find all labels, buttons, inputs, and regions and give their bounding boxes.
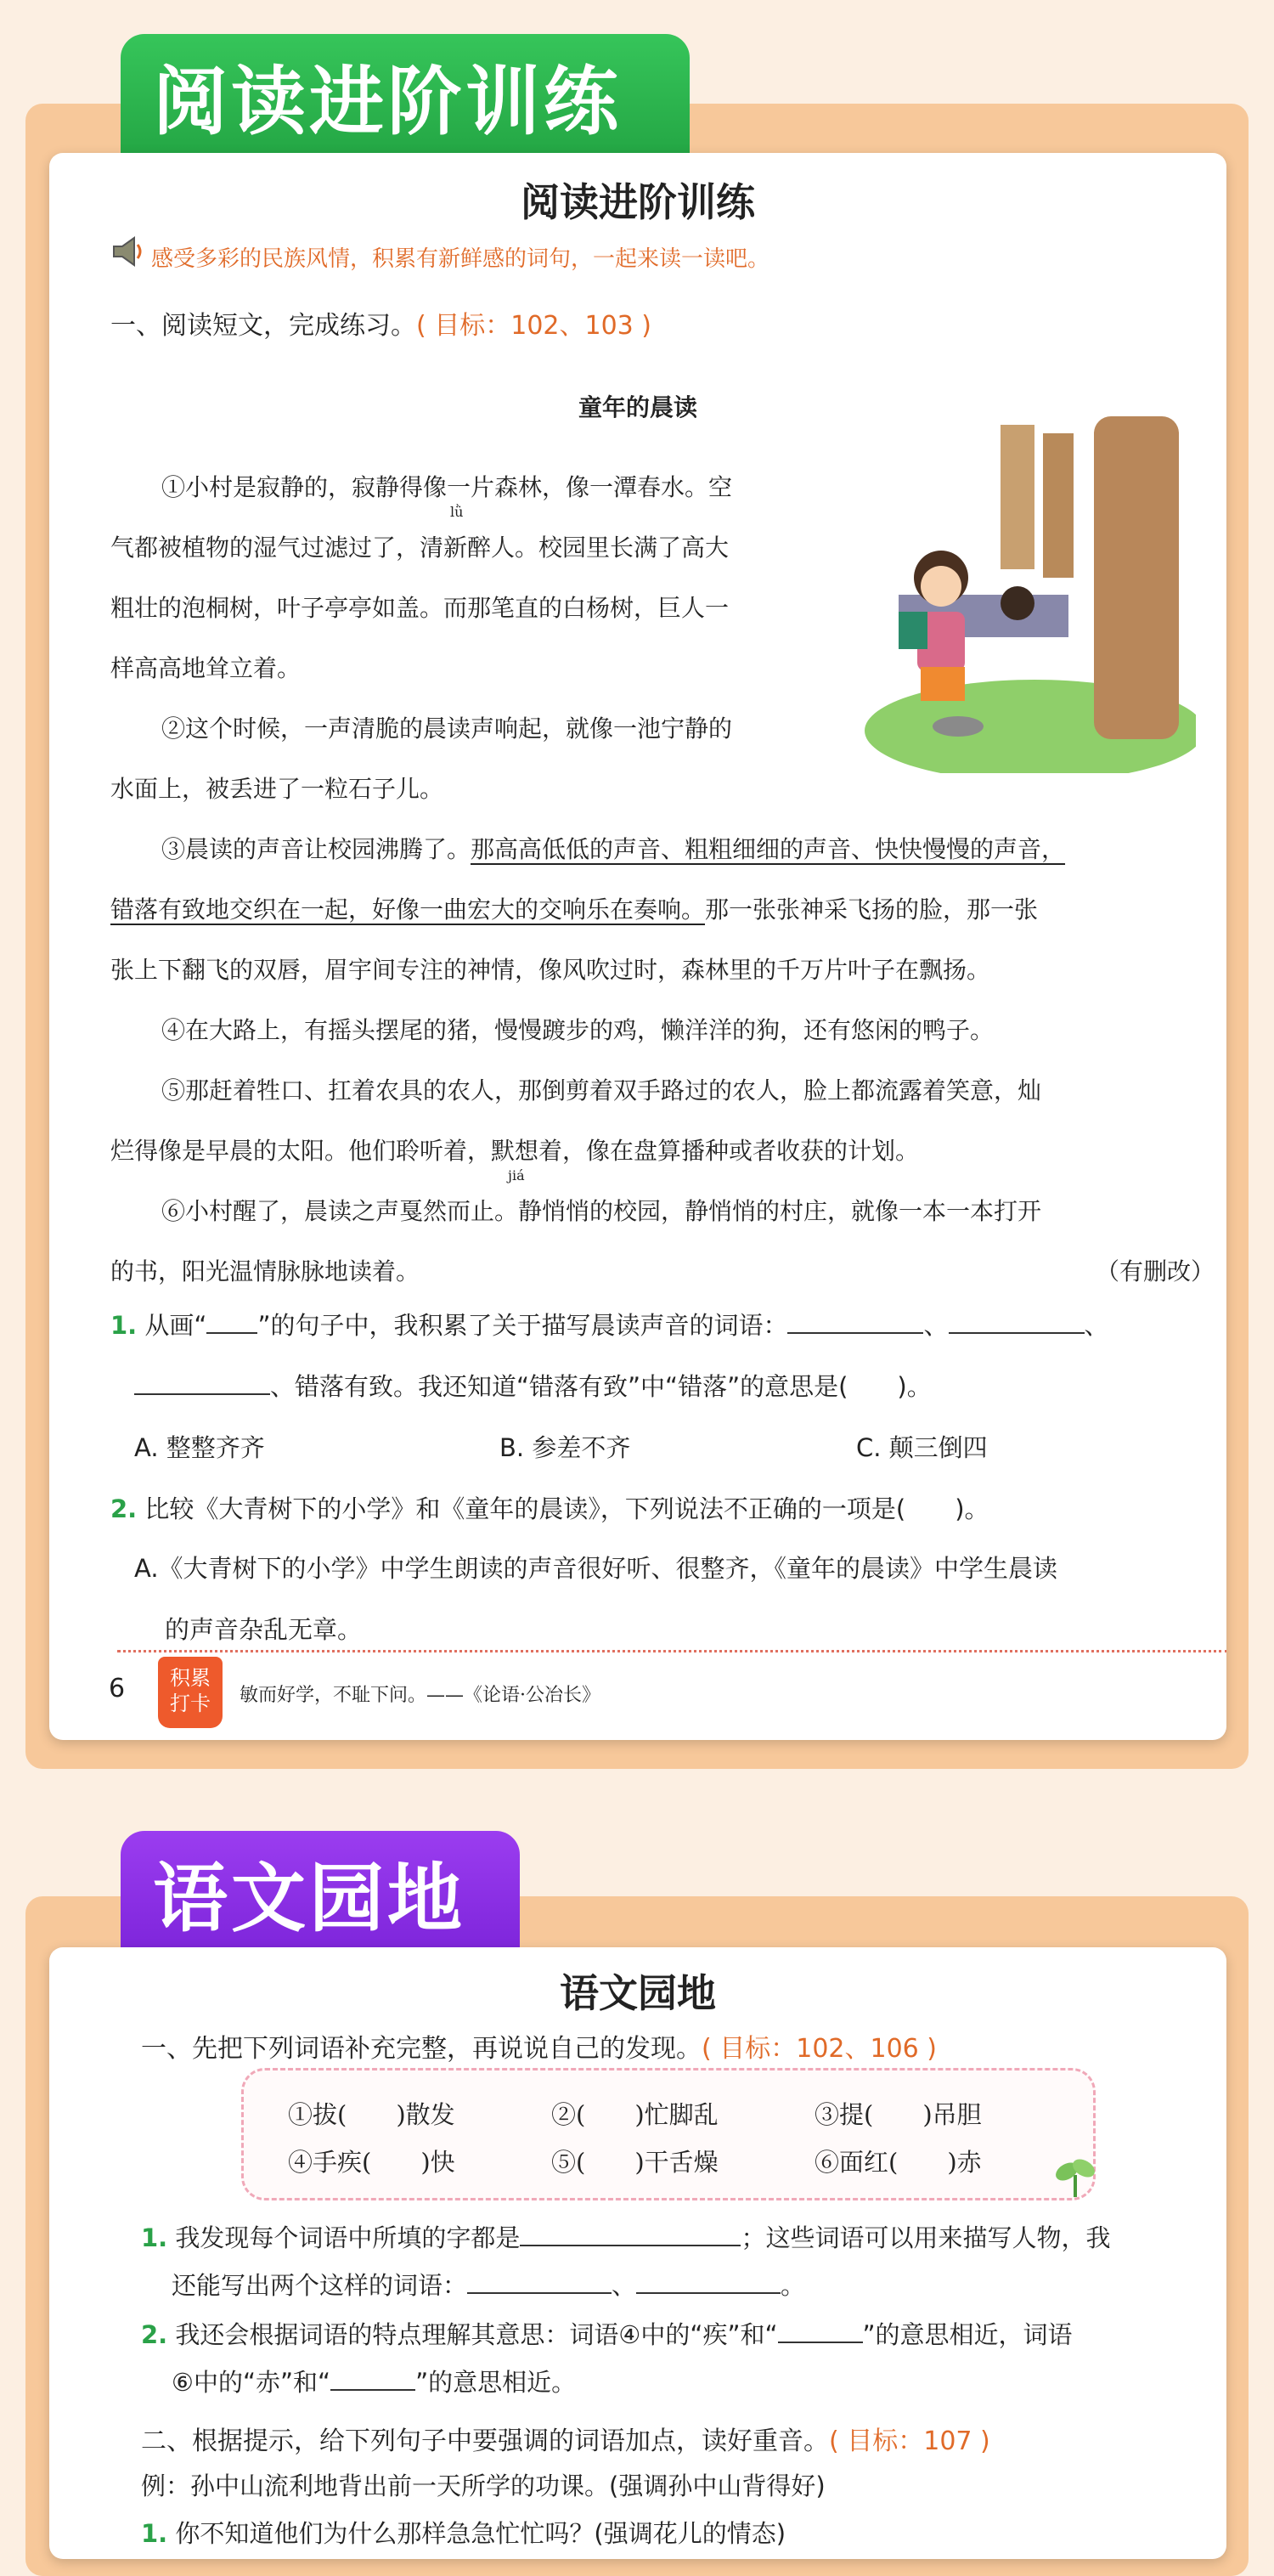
story-text: [110, 457, 1215, 1302]
footer-divider: [117, 1650, 1226, 1652]
question-2-option-a-cont: 的声音杂乱无章。: [165, 1615, 363, 1644]
option-a[interactable]: A. 整整齐齐: [134, 1433, 265, 1462]
answer-blank[interactable]: [778, 2321, 863, 2343]
garden-question-1: 1. 我发现每个词语中所填的字都是 ；这些词语可以用来描写人物，我: [141, 2223, 1111, 2252]
word-2[interactable]: ②( )忙脚乱: [551, 2100, 719, 2129]
pinyin-lv: lǜ: [450, 504, 464, 520]
banner-reading-training: 阅读进阶训练: [121, 34, 690, 170]
page-subtitle: 感受多彩的民族风情，积累有新鲜感的词句，一起来读一读吧。: [151, 246, 770, 272]
answer-blank[interactable]: [636, 2272, 781, 2294]
question-2: 2. 比较《大青树下的小学》和《童年的晨读》，下列说法不正确的一项是( )。: [110, 1494, 989, 1523]
sprout-icon: [1051, 2151, 1099, 2202]
answer-blank[interactable]: [467, 2272, 612, 2294]
answer-blank[interactable]: [134, 1373, 270, 1395]
section-heading-1: 一、阅读短文，完成练习。( 目标：102、103 ): [110, 311, 652, 341]
answer-blank[interactable]: [787, 1312, 923, 1334]
section-target: ( 目标：107 ): [829, 2426, 990, 2456]
question-1: 1. 从画“ ”的句子中，我积累了关于描写晨读声音的词语： 、 、: [110, 1311, 1109, 1340]
para-3-line-2: 错落有致地交织在一起，好像一曲宏大的交响乐在奏响。那一张张神采飞扬的脸，那一张: [110, 895, 1039, 924]
para-1-line-4: 样高高地耸立着。: [110, 654, 302, 682]
source-note: （有删改）: [1095, 1257, 1215, 1285]
para-6-line-2: 的书，阳光温情脉脉地读着。 （有删改）: [110, 1241, 1215, 1302]
blank-mark[interactable]: [206, 1312, 257, 1334]
workbook-page-garden: [49, 1947, 1226, 2559]
emphasis-question-1: 1. 你不知道他们为什么那样急急忙忙吗？(强调花儿的情态): [141, 2519, 786, 2548]
page-title: 阅读进阶训练: [521, 179, 755, 225]
section-target: ( 目标：102、106 ): [702, 2034, 938, 2064]
answer-blank[interactable]: [949, 1312, 1085, 1334]
story-title: 童年的晨读: [578, 393, 697, 421]
banner-chinese-garden: 语文园地: [121, 1831, 520, 1967]
para-5-line-2: 烂得像是早晨的太阳。他们聆听着，默想着，像在盘算播种或者收获的计划。: [110, 1137, 920, 1165]
question-2-option-a[interactable]: A.《大青树下的小学》中学生朗读的声音很好听、很整齐，《童年的晨读》中学生晨读: [134, 1554, 1058, 1583]
para-3-line-3: 张上下翻飞的双唇，眉宇间专注的神情，像风吹过时，森林里的千万片叶子在飘扬。: [110, 956, 991, 984]
para-2-line-2: 水面上，被丢进了一粒石子儿。: [110, 775, 444, 803]
para-2-line-1: ②这个时候，一声清脆的晨读声响起，就像一池宁静的: [161, 715, 733, 743]
word-5[interactable]: ⑤( )干舌燥: [551, 2148, 719, 2177]
footer-quote: 敏而好学，不耻下问。——《论语·公冶长》: [240, 1685, 600, 1706]
option-b[interactable]: B. 参差不齐: [499, 1433, 631, 1462]
word-4[interactable]: ④手疾( )快: [288, 2148, 455, 2177]
word-6[interactable]: ⑥面红( )赤: [815, 2148, 982, 2177]
para-3-line-1: ③晨读的声音让校园沸腾了。那高高低低的声音、粗粗细细的声音、快快慢慢的声音，: [161, 835, 1066, 863]
word-3[interactable]: ③提( )吊胆: [815, 2100, 982, 2129]
para-1-line-3: 粗壮的泡桐树，叶子亭亭如盖。而那笔直的白杨树，巨人一: [110, 594, 730, 622]
example-sentence: 例：孙中山流利地背出前一天所学的功课。(强调孙中山背得好): [141, 2471, 826, 2500]
option-c[interactable]: C. 颠三倒四: [856, 1433, 988, 1462]
para-1-line-2: lǜ 气都被植物的湿气过滤过了，清新醉人。校园里长满了高大: [110, 504, 730, 562]
workbook-page-reading: [49, 153, 1226, 1740]
section-heading-2-1: 一、先把下列词语补充完整，再说说自己的发现。( 目标：102、106 ): [141, 2034, 938, 2064]
word-box: [241, 2068, 1096, 2200]
pinyin-jia: jiá: [508, 1167, 525, 1183]
garden-question-1-line-2: 还能写出两个这样的词语： 、 。: [172, 2271, 806, 2300]
para-4: ④在大路上，有摇头摆尾的猪，慢慢踱步的鸡，懒洋洋的狗，还有悠闲的鸭子。: [161, 1016, 995, 1044]
para-5-line-1: ⑤那赶着牲口、扛着农具的农人，那倒剪着双手路过的农人，脸上都流露着笑意，灿: [161, 1076, 1042, 1104]
word-1[interactable]: ①拔( )散发: [288, 2100, 455, 2129]
accumulate-badge: 积累 打卡: [158, 1657, 223, 1728]
section-heading-2-2: 二、根据提示，给下列句子中要强调的词语加点，读好重音。( 目标：107 ): [141, 2426, 990, 2456]
garden-question-2: 2. 我还会根据词语的特点理解其意思：词语④中的“疾”和“ ”的意思相近，词语: [141, 2320, 1073, 2349]
garden-question-2-line-2: ⑥中的“赤”和“ ”的意思相近。: [172, 2368, 577, 2397]
answer-blank[interactable]: [330, 2369, 415, 2391]
question-1-line-2: 、错落有致。我还知道“错落有致”中“错落”的意思是( )。: [134, 1368, 932, 1403]
horn-icon: [110, 234, 146, 272]
page-title-2: 语文园地: [560, 1970, 716, 2016]
para-6-line-1: jiá ⑥小村醒了，晨读之声戛然而止。静悄悄的校园，静悄悄的村庄，就像一本一本打开: [161, 1167, 1042, 1225]
underlined-sentence-b: 错落有致地交织在一起，好像一曲宏大的交响乐在奏响。: [110, 895, 706, 924]
answer-blank[interactable]: [520, 2224, 741, 2246]
section-target: ( 目标：102、103 ): [416, 311, 652, 341]
underlined-sentence-a: 那高高低低的声音、粗粗细细的声音、快快慢慢的声音，: [471, 835, 1066, 863]
page-number: 6: [109, 1674, 126, 1703]
para-1-line-1: ①小村是寂静的，寂静得像一片森林，像一潭春水。空: [161, 473, 733, 501]
